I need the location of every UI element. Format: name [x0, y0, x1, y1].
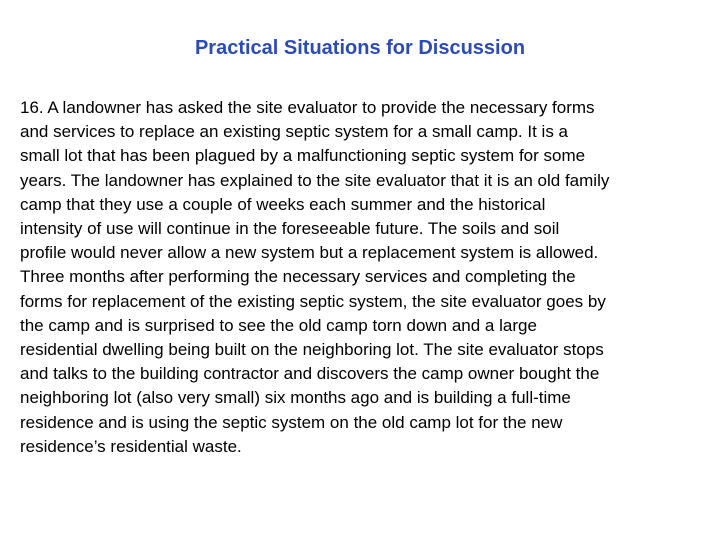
- body-line: residence’s residential waste.: [20, 436, 242, 456]
- body-line: neighboring lot (also very small) six months ago and is building a full-time: [20, 388, 571, 408]
- body-line: residential dwelling being built on the neighboring lot. The site evaluator stops: [20, 340, 604, 360]
- body-line: Three months after performing the necessary services and completing the: [20, 267, 576, 287]
- body-line: residence and is using the septic system on the old camp lot for the new: [20, 412, 563, 432]
- body-line: camp that they use a couple of weeks each summer and the historical: [20, 194, 546, 214]
- body-line: years. The landowner has explained to the site evaluator that it is an old family: [20, 170, 610, 190]
- slide-title: Practical Situations for Discussion: [194, 37, 526, 59]
- body-line: the camp and is surprised to see the old camp torn down and a large: [20, 315, 537, 335]
- body-line: and services to replace an existing septic system for a small camp. It is a: [20, 122, 569, 142]
- body-line: profile would never allow a new system but a replacement system is allowed.: [20, 243, 599, 263]
- body-line: 16. A landowner has asked the site evaluator to provide the necessary forms: [20, 98, 595, 117]
- body-line: forms for replacement of the existing septic system, the site evaluator goes by: [20, 291, 606, 311]
- slide-body: [20, 96, 716, 459]
- body-line: small lot that has been plagued by a malfunctioning septic system for some: [20, 146, 586, 166]
- body-line: and talks to the building contractor and discovers the camp owner bought the: [20, 364, 600, 384]
- body-line: intensity of use will continue in the foreseeable future. The soils and soil: [20, 219, 560, 239]
